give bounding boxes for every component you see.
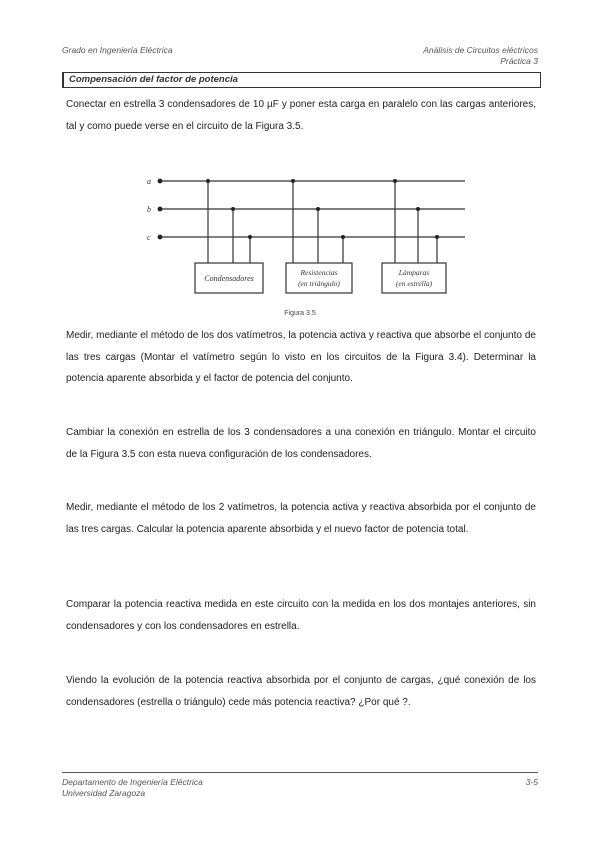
lamps-label: Lámparas — [398, 268, 430, 277]
label-phase-a: a — [147, 177, 151, 186]
page-number: 3-5 — [525, 777, 538, 787]
header-subject — [423, 45, 538, 67]
header-practice: Práctica 3 — [500, 56, 538, 66]
terminal-b — [158, 207, 163, 212]
lamps-connection-label: (en estrella) — [395, 279, 433, 288]
label-phase-c: c — [147, 233, 151, 242]
footer-institution — [62, 777, 203, 799]
footer-university: Universidad Zaragoza — [62, 788, 146, 798]
terminal-a — [158, 179, 163, 184]
paragraph-1: Conectar en estrella 3 condensadores de 10 µF y poner esta carga en paralelo con las cargas anteriores, tal y como puede verse en el circuito de la Figura 3.5. — [66, 99, 536, 132]
section-title: Compensación del factor de potencia — [69, 74, 238, 85]
figure-caption: Figura 3.5 — [284, 310, 316, 317]
paragraph-5: Comparar la potencia reactiva medida en este circuito con la medida en los dos montajes anteriores, sin condensadores y con los condensadores en estrella. — [66, 599, 536, 632]
section-heading-box — [62, 72, 541, 88]
resistors-label: Resistencias — [300, 268, 338, 277]
paragraph-2: Medir, mediante el método de los dos vatímetros, la potencia activa y reactiva que absorbe el conjunto de las tres cargas (Montar el vatímetro según lo visto en los circuitos de la Figura 3.4). Determinar la potencia aparente absorbida y el factor de potencia del conjunto. — [66, 330, 536, 384]
header-course: Grado en Ingeniería Eléctrica — [62, 45, 173, 55]
terminal-c — [158, 235, 163, 240]
label-phase-b: b — [147, 205, 151, 214]
paragraph-4: Medir, mediante el método de los 2 vatímetros, la potencia activa y reactiva absorbida por el conjunto de las tres cargas. Calcular la potencia aparente absorbida y el nuevo factor de potencia total. — [66, 502, 536, 535]
footer-divider — [62, 772, 538, 773]
header-subject-title: Análisis de Circuitos eléctricos — [423, 45, 538, 55]
capacitors-label: Condensadores — [204, 274, 254, 283]
paragraph-3: Cambiar la conexión en estrella de los 3 condensadores a una conexión en triángulo. Montar el circuito de la Figura 3.5 con esta nueva configuración de los condensadores. — [66, 427, 536, 460]
circuit-figure — [140, 168, 470, 308]
paragraph-6: Viendo la evolución de la potencia reactiva absorbida por el conjunto de cargas, ¿qué conexión de los condensadores (estrella o triángulo) cede más potencia reactiva? ¿Por qué ?. — [66, 675, 536, 708]
footer-department: Departamento de Ingeniería Eléctrica — [62, 777, 203, 787]
resistors-connection-label: (en triángulo) — [298, 279, 340, 288]
